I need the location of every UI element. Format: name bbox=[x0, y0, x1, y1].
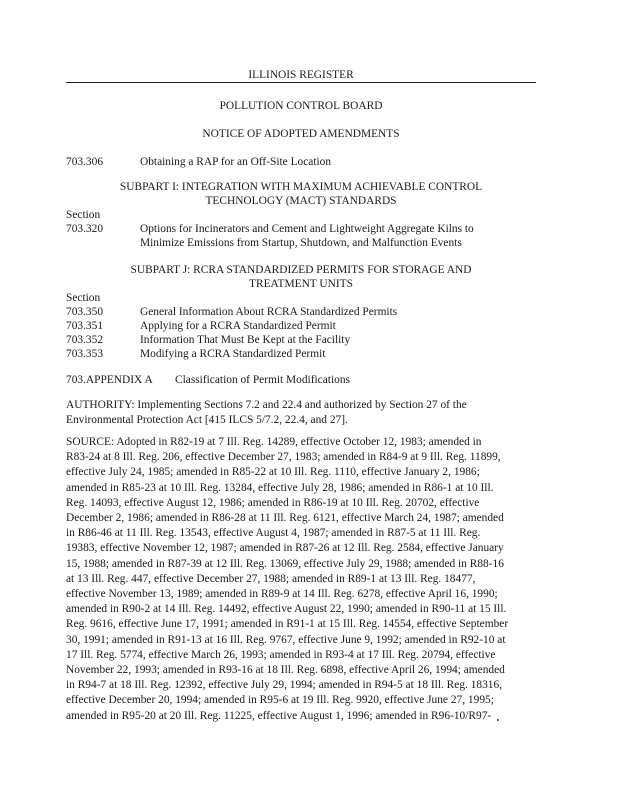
section-title: Obtaining a RAP for an Off-Site Location bbox=[140, 156, 332, 168]
source-line: Reg. 9616, effective June 17, 1991; amended in R91-1 at 15 Ill. Reg. 14554, effective September bbox=[66, 618, 509, 631]
appendix-title: Classification of Permit Modifications bbox=[175, 374, 350, 386]
subpart-j-heading-line1: SUBPART J: RCRA STANDARDIZED PERMITS FOR STORAGE AND bbox=[130, 264, 472, 276]
source-line: amended in R95-20 at 20 Ill. Reg. 11225, effective August 1, 1996; amended in R96-10/R97- bbox=[66, 709, 492, 722]
source-line: effective December 20, 1994; amended in R95-6 at 19 Ill. Reg. 9920, effective June 27, 1995; bbox=[66, 694, 494, 707]
section-title: Modifying a RCRA Standardized Permit bbox=[140, 348, 326, 360]
source-line: effective July 24, 1985; amended in R85-22 at 10 Ill. Reg. 1110, effective January 2, 1986; bbox=[66, 466, 480, 479]
section-label: Section bbox=[66, 292, 101, 304]
source-line: 17 Ill. Reg. 5774, effective March 26, 1993; amended in R93-4 at 17 Ill. Reg. 20794, effective bbox=[66, 648, 496, 661]
subpart-i-heading-line2: TECHNOLOGY (MACT) STANDARDS bbox=[205, 195, 397, 207]
source-note bbox=[66, 435, 536, 724]
source-line: in R94-7 at 18 Ill. Reg. 12392, effective July 29, 1994; amended in R94-5 at 18 Ill. Reg. 18316, bbox=[66, 679, 503, 692]
authority-note bbox=[66, 398, 536, 428]
source-line: R83-24 at 8 Ill. Reg. 206, effective December 27, 1983; amended in R84-9 at 9 Ill. Reg. 11899, bbox=[66, 451, 501, 464]
source-line: amended in R90-2 at 14 Ill. Reg. 14492, effective August 22, 1990; amended in R90-11 at 15 Ill. bbox=[66, 603, 507, 616]
source-line: effective November 13, 1989; amended in R89-9 at 14 Ill. Reg. 6278, effective April 16, 1990; bbox=[66, 588, 498, 601]
section-number: 703.351 bbox=[66, 320, 104, 332]
subpart-i-heading-line1: SUBPART I: INTEGRATION WITH MAXIMUM ACHIEVABLE CONTROL bbox=[119, 181, 483, 193]
scan-speck bbox=[497, 719, 499, 721]
register-title: ILLINOIS REGISTER bbox=[248, 69, 354, 81]
section-title: Applying for a RCRA Standardized Permit bbox=[140, 320, 336, 332]
appendix-label: 703.APPENDIX A bbox=[66, 374, 153, 386]
authority-line: Environmental Protection Act [415 ILCS 5/7.2, 22.4, and 27]. bbox=[66, 414, 348, 427]
section-number: 703.306 bbox=[66, 156, 104, 168]
notice-title: NOTICE OF ADOPTED AMENDMENTS bbox=[202, 128, 400, 140]
source-line: December 2, 1986; amended in R86-28 at 11 Ill. Reg. 6121, effective March 24, 1987; amended bbox=[66, 512, 504, 525]
header-rule bbox=[66, 82, 536, 83]
source-line: amended in R85-23 at 10 Ill. Reg. 13284, effective July 28, 1986; amended in R86-1 at 10 Ill. bbox=[66, 481, 494, 494]
board-title: POLLUTION CONTROL BOARD bbox=[219, 100, 383, 112]
source-line: at 13 Ill. Reg. 447, effective December 27, 1988; amended in R89-1 at 13 Ill. Reg. 18477, bbox=[66, 572, 476, 585]
source-line: Reg. 14093, effective August 12, 1986; amended in R86-19 at 10 Ill. Reg. 20702, effective bbox=[66, 496, 480, 509]
source-line: 30, 1991; amended in R91-13 at 16 Ill. Reg. 9767, effective June 9, 1992; amended in R92-10 at bbox=[66, 633, 506, 646]
authority-line: AUTHORITY: Implementing Sections 7.2 and 22.4 and authorized by Section 27 of the bbox=[66, 399, 467, 411]
section-number: 703.320 bbox=[66, 223, 104, 235]
subpart-j-heading-line2: TREATMENT UNITS bbox=[249, 278, 353, 290]
section-label: Section bbox=[66, 209, 101, 221]
section-title: General Information About RCRA Standardized Permits bbox=[140, 306, 398, 318]
source-line: 19383, effective November 12, 1987; amended in R87-26 at 12 Ill. Reg. 2584, effective January bbox=[66, 542, 504, 555]
section-number: 703.350 bbox=[66, 306, 104, 318]
section-title-line1: Options for Incinerators and Cement and Lightweight Aggregate Kilns to bbox=[140, 223, 474, 235]
section-number: 703.352 bbox=[66, 334, 104, 346]
source-line: November 22, 1993; amended in R93-16 at 18 Ill. Reg. 6898, effective April 26, 1994; amended bbox=[66, 664, 505, 677]
section-title: Information That Must Be Kept at the Facility bbox=[140, 334, 351, 346]
source-line: 15, 1988; amended in R87-39 at 12 Ill. Reg. 13069, effective July 29, 1988; amended in R88-16 bbox=[66, 557, 504, 570]
section-title-line2: Minimize Emissions from Startup, Shutdown, and Malfunction Events bbox=[140, 237, 462, 249]
section-number: 703.353 bbox=[66, 348, 104, 360]
source-line: SOURCE: Adopted in R82-19 at 7 Ill. Reg. 14289, effective October 12, 1983; amended in bbox=[66, 436, 482, 448]
source-line: in R86-46 at 11 Ill. Reg. 13543, effective August 4, 1987; amended in R87-5 at 11 Ill. Reg. bbox=[66, 527, 481, 540]
